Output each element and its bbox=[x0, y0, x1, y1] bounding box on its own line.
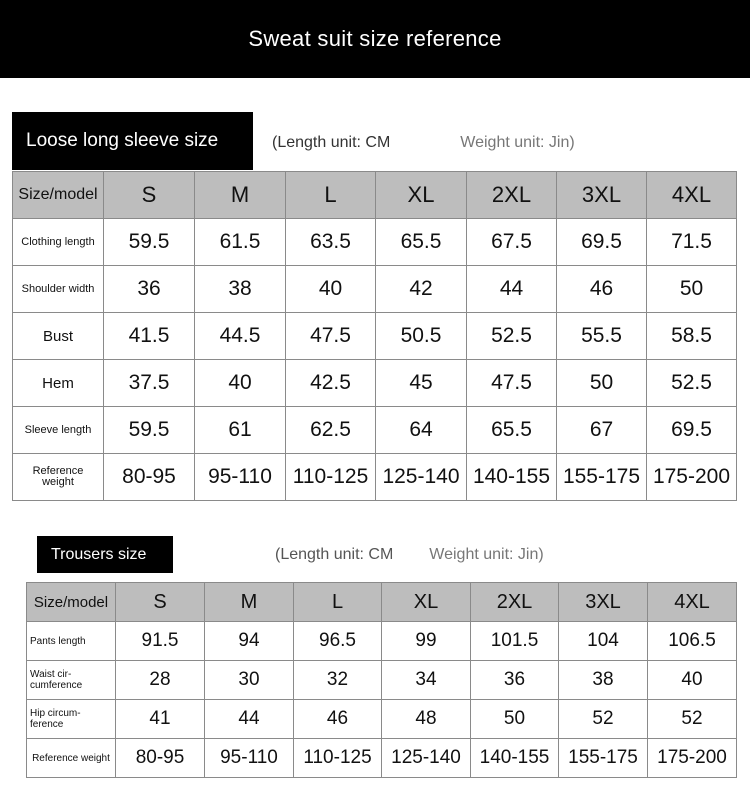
table-cell: 175-200 bbox=[648, 739, 737, 778]
table-cell: 36 bbox=[471, 661, 559, 700]
table-cell: 48 bbox=[382, 700, 471, 739]
header-cell: 3XL bbox=[557, 172, 647, 219]
table-cell: 62.5 bbox=[286, 407, 376, 454]
page-title: Sweat suit size reference bbox=[0, 0, 750, 78]
weight-unit-note: Weight unit: Jin) bbox=[460, 134, 575, 151]
table-cell: 106.5 bbox=[648, 622, 737, 661]
table-cell: 44 bbox=[467, 266, 557, 313]
table-cell: 52 bbox=[559, 700, 648, 739]
length-unit-note: (Length unit: CM bbox=[275, 546, 394, 563]
table-cell: 96.5 bbox=[294, 622, 382, 661]
table-cell: 40 bbox=[195, 360, 286, 407]
table-cell: 32 bbox=[294, 661, 382, 700]
header-cell: 4XL bbox=[647, 172, 737, 219]
table-cell: 52.5 bbox=[647, 360, 737, 407]
table-cell: 67 bbox=[557, 407, 647, 454]
header-cell: 4XL bbox=[648, 583, 737, 622]
row-label: Hem bbox=[13, 360, 104, 407]
header-cell: L bbox=[286, 172, 376, 219]
table-cell: 125-140 bbox=[376, 454, 467, 501]
table-row bbox=[13, 454, 737, 501]
table-row bbox=[27, 700, 737, 739]
header-cell: M bbox=[205, 583, 294, 622]
table-row bbox=[13, 407, 737, 454]
table-row bbox=[13, 313, 737, 360]
table-cell: 61.5 bbox=[195, 219, 286, 266]
table-cell: 30 bbox=[205, 661, 294, 700]
table-cell: 104 bbox=[559, 622, 648, 661]
table-cell: 63.5 bbox=[286, 219, 376, 266]
table-cell: 34 bbox=[382, 661, 471, 700]
table-cell: 155-175 bbox=[559, 739, 648, 778]
table-cell: 47.5 bbox=[286, 313, 376, 360]
row-label: Shoulder width bbox=[13, 266, 104, 313]
table-cell: 69.5 bbox=[557, 219, 647, 266]
table-cell: 69.5 bbox=[647, 407, 737, 454]
row-label: Reference weight bbox=[27, 739, 116, 778]
header-cell: 2XL bbox=[471, 583, 559, 622]
header-cell: L bbox=[294, 583, 382, 622]
length-unit-note: (Length unit: CM bbox=[272, 134, 391, 151]
row-label: Waist cir- cumference bbox=[27, 661, 116, 700]
header-cell: 2XL bbox=[467, 172, 557, 219]
table-cell: 37.5 bbox=[104, 360, 195, 407]
table-cell: 38 bbox=[195, 266, 286, 313]
table-cell: 99 bbox=[382, 622, 471, 661]
table-cell: 175-200 bbox=[647, 454, 737, 501]
table-cell: 50.5 bbox=[376, 313, 467, 360]
table-cell: 140-155 bbox=[471, 739, 559, 778]
table-cell: 65.5 bbox=[467, 407, 557, 454]
header-cell: M bbox=[195, 172, 286, 219]
table-cell: 42.5 bbox=[286, 360, 376, 407]
long-sleeve-size-table bbox=[12, 171, 737, 501]
table-header-row bbox=[27, 583, 737, 622]
row-label: Clothing length bbox=[13, 219, 104, 266]
long-sleeve-unit-note bbox=[272, 134, 575, 152]
table-cell: 50 bbox=[557, 360, 647, 407]
table-cell: 47.5 bbox=[467, 360, 557, 407]
row-label: Sleeve length bbox=[13, 407, 104, 454]
table-row bbox=[27, 739, 737, 778]
table-cell: 42 bbox=[376, 266, 467, 313]
trousers-size-table bbox=[26, 582, 737, 778]
table-cell: 110-125 bbox=[294, 739, 382, 778]
table-cell: 38 bbox=[559, 661, 648, 700]
table-cell: 36 bbox=[104, 266, 195, 313]
table-cell: 58.5 bbox=[647, 313, 737, 360]
header-cell: S bbox=[116, 583, 205, 622]
table-cell: 40 bbox=[286, 266, 376, 313]
table-row bbox=[13, 219, 737, 266]
table-cell: 50 bbox=[647, 266, 737, 313]
table-cell: 44 bbox=[205, 700, 294, 739]
table-cell: 46 bbox=[557, 266, 647, 313]
table-header-row bbox=[13, 172, 737, 219]
header-cell: 3XL bbox=[559, 583, 648, 622]
weight-unit-note: Weight unit: Jin) bbox=[429, 546, 544, 563]
table-cell: 71.5 bbox=[647, 219, 737, 266]
header-cell: Size/model bbox=[13, 172, 104, 219]
table-cell: 67.5 bbox=[467, 219, 557, 266]
trousers-unit-note bbox=[275, 546, 544, 564]
table-cell: 80-95 bbox=[104, 454, 195, 501]
row-label: Reference weight bbox=[13, 454, 104, 501]
long-sleeve-section-label: Loose long sleeve size bbox=[12, 112, 253, 170]
table-row bbox=[13, 360, 737, 407]
table-cell: 45 bbox=[376, 360, 467, 407]
table-cell: 52 bbox=[648, 700, 737, 739]
table-cell: 41 bbox=[116, 700, 205, 739]
table-cell: 155-175 bbox=[557, 454, 647, 501]
row-label: Pants length bbox=[27, 622, 116, 661]
table-cell: 65.5 bbox=[376, 219, 467, 266]
table-cell: 28 bbox=[116, 661, 205, 700]
table-cell: 140-155 bbox=[467, 454, 557, 501]
table-row bbox=[13, 266, 737, 313]
table-cell: 50 bbox=[471, 700, 559, 739]
header-cell: Size/model bbox=[27, 583, 116, 622]
table-cell: 40 bbox=[648, 661, 737, 700]
table-cell: 59.5 bbox=[104, 219, 195, 266]
trousers-section-label: Trousers size bbox=[37, 536, 173, 573]
header-cell: XL bbox=[382, 583, 471, 622]
table-cell: 61 bbox=[195, 407, 286, 454]
table-cell: 94 bbox=[205, 622, 294, 661]
table-cell: 110-125 bbox=[286, 454, 376, 501]
table-cell: 64 bbox=[376, 407, 467, 454]
table-cell: 44.5 bbox=[195, 313, 286, 360]
table-row bbox=[27, 622, 737, 661]
table-cell: 95-110 bbox=[205, 739, 294, 778]
table-cell: 91.5 bbox=[116, 622, 205, 661]
header-cell: S bbox=[104, 172, 195, 219]
table-cell: 55.5 bbox=[557, 313, 647, 360]
row-label: Bust bbox=[13, 313, 104, 360]
table-row bbox=[27, 661, 737, 700]
table-cell: 46 bbox=[294, 700, 382, 739]
table-cell: 80-95 bbox=[116, 739, 205, 778]
header-cell: XL bbox=[376, 172, 467, 219]
table-cell: 125-140 bbox=[382, 739, 471, 778]
table-cell: 52.5 bbox=[467, 313, 557, 360]
table-cell: 95-110 bbox=[195, 454, 286, 501]
table-cell: 101.5 bbox=[471, 622, 559, 661]
row-label: Hip circum- ference bbox=[27, 700, 116, 739]
table-cell: 59.5 bbox=[104, 407, 195, 454]
table-cell: 41.5 bbox=[104, 313, 195, 360]
